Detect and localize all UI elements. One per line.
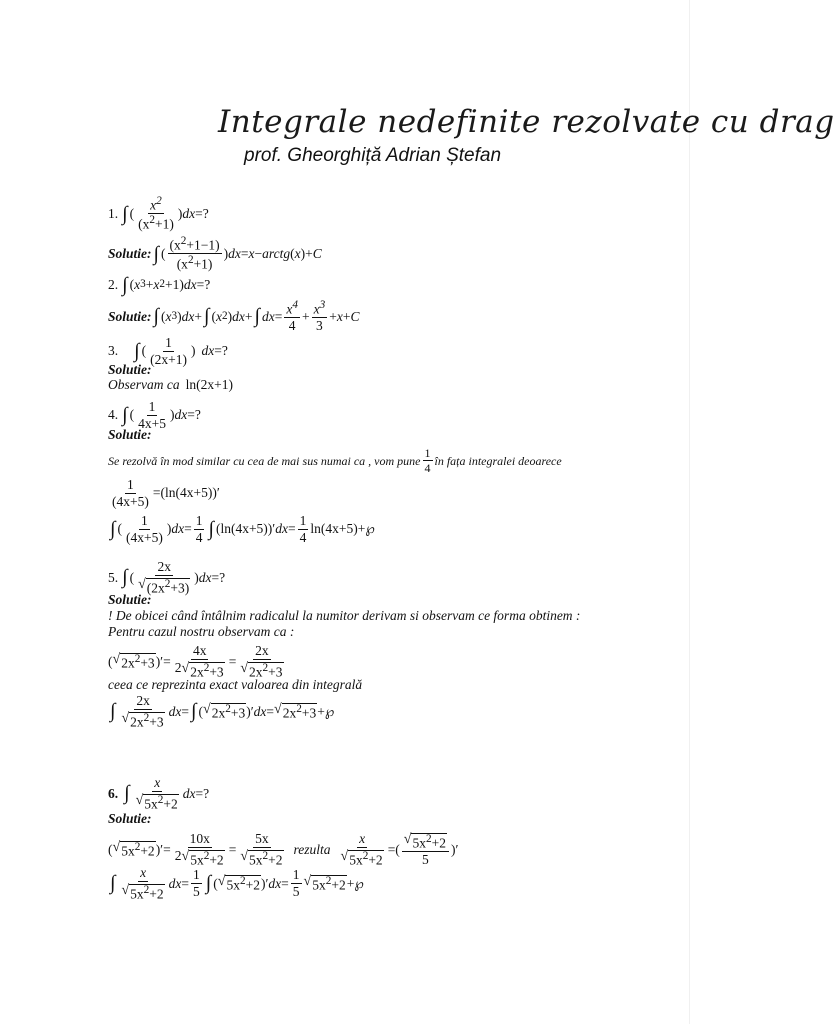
note-similar: Se rezolvă în mod similar cu cea de mai sus numai ca , vom pune bbox=[108, 453, 421, 468]
note-observam: Observam ca bbox=[108, 377, 180, 392]
solution-5-note1 bbox=[108, 609, 580, 623]
solution-3: Observam ca ln(2x+1) bbox=[108, 377, 233, 392]
solution-label: Solutie bbox=[108, 308, 148, 324]
solution-5-step1: ( √ $2x^2+3$ )′= 4x 2 √ $2x^2+3$ = 2x √ $2x^2+3$ bbox=[108, 643, 283, 679]
problem-number: 2. bbox=[108, 277, 119, 293]
solution-label: Solutie bbox=[108, 427, 148, 442]
note-deobicei: ! De obicei când întâlnim radicalul la numitor derivam si observam ce forma obtinem : bbox=[108, 608, 581, 623]
solution-2: Solutie : ∫ ( x 3 ) dx + ∫ ( x 2 ) dx + ∫ dx = $\frac{x^4}{4}$ + $\frac{x^3}{3}$ + x + C bbox=[108, 299, 360, 333]
solution-5-step2: ∫ 2x √ $2x^2+3$ dx = ∫ ( √ $2x^2+3$ )′ dx = √ $2x^2+3$ +℘ bbox=[110, 693, 335, 729]
page-edge bbox=[689, 0, 690, 1024]
document-author: prof. Gheorghiță Adrian Ștefan bbox=[244, 145, 502, 166]
problem-number: 4. bbox=[108, 407, 119, 423]
problem-number: 1. bbox=[108, 205, 119, 221]
solution-label: Solutie bbox=[108, 362, 148, 377]
problem-4: 4. ∫ ( $\frac{1}{4x+5}$ ) dx =? bbox=[108, 399, 201, 431]
note-pentru: Pentru cazul nostru observam ca : bbox=[108, 624, 295, 639]
solution-6-step2: ∫ x √ $5x^2+2$ dx = $\frac{1}{5}$ ∫ ( √ $5x^2+2$ )′ dx = $\frac{1}{5}$ √ $5x^2+2$ +℘ bbox=[110, 865, 364, 901]
problem-number: 5. bbox=[108, 569, 119, 585]
solution-label: Solutie bbox=[108, 592, 148, 607]
solution-label: Solutie bbox=[108, 811, 148, 826]
solution-4-label: Solutie : bbox=[108, 427, 152, 442]
note-ceea: ceea ce reprezinta exact valoarea din integrală bbox=[108, 677, 363, 692]
solution-label: Solutie bbox=[108, 245, 148, 261]
solution-3-label: Solutie : bbox=[108, 362, 152, 377]
solution-5-note3 bbox=[108, 678, 362, 692]
solution-4-step1: $\frac{1}{(4x+5)}$ =(ln(4x+5))′ bbox=[112, 477, 220, 509]
solution-6-label: Solutie : bbox=[108, 811, 152, 826]
document-title: Integrale nedefinite rezolvate cu drag bbox=[218, 104, 835, 140]
problem-number: 3. bbox=[108, 343, 119, 359]
problem-2: 2. ∫ ( x 3 + x 2 +1) dx =? bbox=[108, 274, 211, 296]
solution-4-step2: ∫ ( $\frac{1}{(4x+5)}$ ) dx = $\frac{1}{4}$ ∫ (ln(4x+5))′ dx = $\frac{1}{4}$ ln(4x+5)+℘ bbox=[110, 513, 375, 545]
problem-6: 6. ∫ x √ $5x^2+2$ dx =? bbox=[108, 775, 210, 811]
solution-1: Solutie : ∫ ( $\frac{(x^2+1-1)}{(x^2+1)}$ ) dx = x − arctg ( x )+ C bbox=[108, 235, 322, 272]
problem-5: 5. ∫ ( 2x √ $(2x^2+3)$ ) dx =? bbox=[108, 559, 226, 595]
note-similar-tail: în fața integralei deoarece bbox=[434, 453, 562, 468]
problem-number: 6. bbox=[108, 785, 119, 801]
note-rezulta: rezulta bbox=[293, 841, 331, 857]
problem-3: 3. ∫ ( $\frac{1}{(2x+1)}$ ) dx =? bbox=[108, 335, 228, 367]
solution-5-note2 bbox=[108, 625, 294, 639]
solution-5-label: Solutie : bbox=[108, 592, 152, 607]
solution-4-note: Se rezolvă în mod similar cu cea de mai sus numai ca , vom pune $\frac{1}{4}$ în fața integralei deoarece bbox=[108, 446, 562, 475]
solution-6-step1: ( √ $5x^2+2$ )′= 10x 2 √ $5x^2+2$ = 5x √ $5x^2+2$ rezulta x √ $5x^2+2$ =( √ $5x^2+2$ 5 )′ bbox=[108, 831, 459, 867]
problem-1: 1. ∫ ( $\frac{x^2}{(x^2+1)}$ ) dx =? bbox=[108, 195, 209, 232]
